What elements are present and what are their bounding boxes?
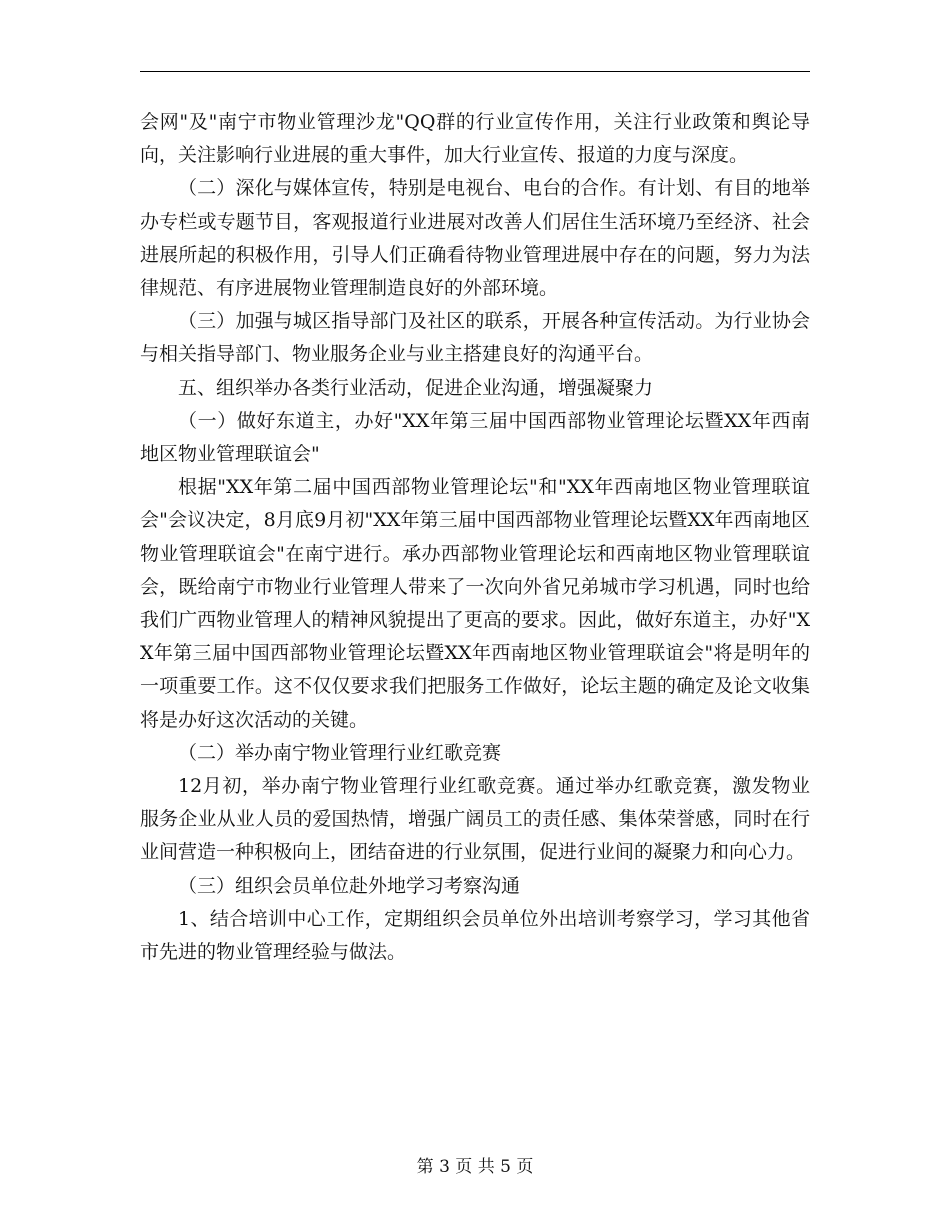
document-body [140, 106, 810, 969]
paragraph-1: 会网"及"南宁市物业管理沙龙"QQ群的行业宣传作用，关注行业政策和舆论导向，关注影响行业进展的重大事件，加大行业宣传、报道的力度与深度。 [140, 111, 810, 167]
paragraph-6: 1、结合培训中心工作，定期组织会员单位外出培训考察学习，学习其他省市先进的物业管理经验与做法。 [140, 907, 810, 964]
paragraph-4: 根据"XX年第二届中国西部物业管理论坛"和"XX年西南地区物业管理联谊会"会议决定，8月底9月初"XX年第三届中国西部物业管理论坛暨XX年西南地区物业管理联谊会"在南宁进行。承办西部物业管理论坛和西南地区物业管理联谊会，既给南宁市物业行业管理人带来了一次向外省兄弟城市学习机遇，同时也给我们广西物业管理人的精神风貌提出了更高的要求。因此，做好东道主，办好"XX年第三届中国西部物业管理论坛暨XX年西南地区物业管理联谊会"将是明年的一项重要工作。这不仅仅要求我们把服务工作做好，论坛主题的确定及论文收集将是办好这次活动的关键。 [140, 476, 810, 731]
paragraph-5: 12月初，举办南宁物业管理行业红歌竞赛。通过举办红歌竞赛，激发物业服务企业从业人员的爱国热情，增强广阔员工的责任感、集体荣誉感，同时在行业间营造一种积极向上，团结奋进的行业氛围，促进行业间的凝聚力和向心力。 [140, 775, 810, 864]
header-rule [140, 71, 810, 72]
subheading-1: （一）做好东道主，办好"XX年第三届中国西部物业管理论坛暨XX年西南地区物业管理联谊会" [140, 409, 810, 466]
subheading-2: （二）举办南宁物业管理行业红歌竞赛 [178, 741, 502, 764]
paragraph-3: （三）加强与城区指导部门及社区的联系，开展各种宣传活动。为行业协会与相关指导部门、物业服务企业与业主搭建良好的沟通平台。 [140, 310, 810, 366]
section-heading: 五、组织举办各类行业活动，促进企业沟通，增强凝聚力 [178, 376, 654, 399]
subheading-3: （三）组织会员单位赴外地学习考察沟通 [178, 874, 521, 897]
page-number: 第 3 页 共 5 页 [416, 1157, 534, 1177]
paragraph-2: （二）深化与媒体宣传，特别是电视台、电台的合作。有计划、有目的地举办专栏或专题节目，客观报道行业进展对改善人们居住生活环境乃至经济、社会进展所起的积极作用，引导人们正确看待物业管理进展中存在的问题，努力为法律规范、有序进展物业管理制造良好的外部环境。 [140, 177, 810, 300]
